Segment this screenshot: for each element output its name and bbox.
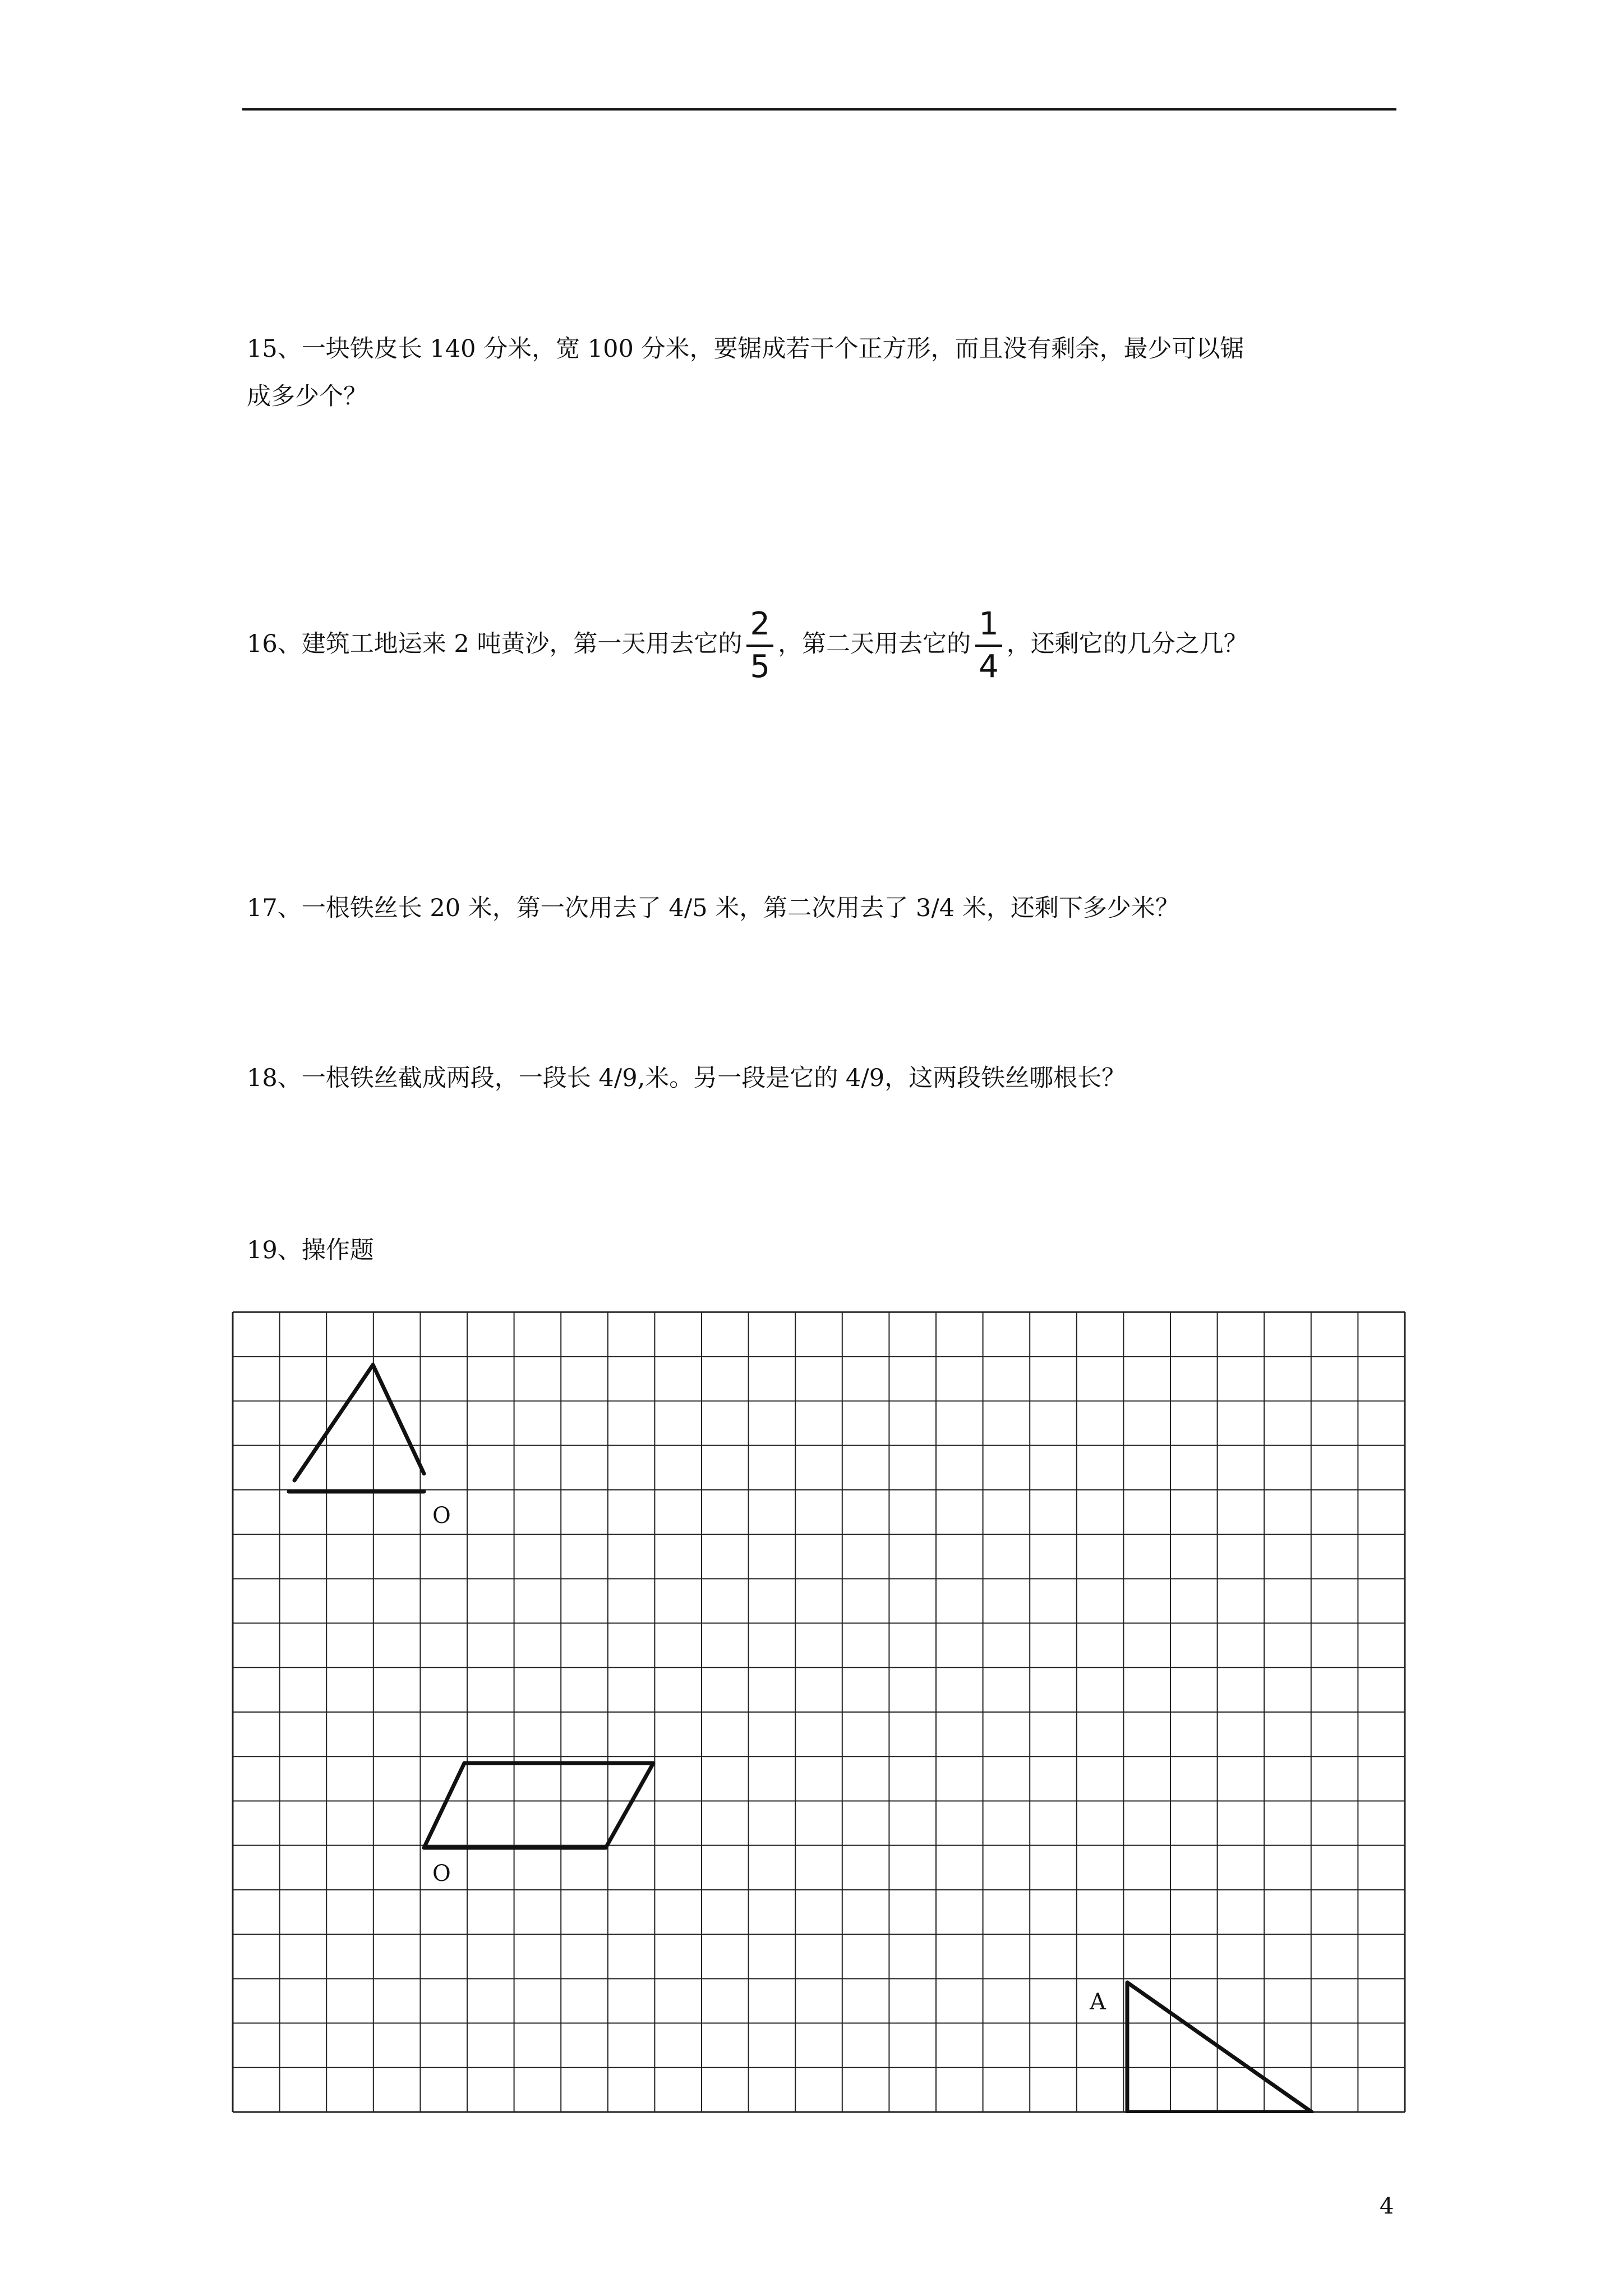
parallelogram-outline [424, 1763, 653, 1848]
grid-canvas [232, 1311, 1406, 2113]
fraction-one-quarter [975, 606, 1002, 685]
question-16 [247, 606, 1248, 685]
fraction-denominator: 5 [750, 648, 771, 685]
question-15-line1: 15、一块铁皮长 140 分米，宽 100 分米，要锯成若干个正方形，而且没有剩余，最少可以锯 [247, 335, 1244, 363]
fraction-numerator: 2 [750, 606, 771, 642]
triangle-shape [289, 1365, 424, 1492]
question-19-text: 19、操作题 [247, 1236, 374, 1264]
question-19 [247, 1227, 374, 1274]
question-15-line2: 成多少个？ [247, 383, 367, 411]
right-triangle-outline [1127, 1982, 1312, 2112]
question-17 [247, 885, 1179, 932]
question-18-text: 18、一根铁丝截成两段，一段长 4/9,米。另一段是它的 4/9，这两段铁丝哪根长？ [247, 1064, 1126, 1092]
question-16-text-b: ，第二天用去它的 [778, 630, 971, 658]
question-15 [247, 325, 1244, 421]
parallelogram-point-label: O [432, 1861, 451, 1887]
triangle-point-label: O [432, 1503, 451, 1529]
question-16-text-c: ，还剩它的几分之几？ [1006, 630, 1248, 658]
triangle-right-side [373, 1365, 424, 1474]
right-triangle-point-label: A [1090, 1989, 1106, 2015]
page-number: 4 [1380, 2193, 1394, 2219]
fraction-bar [746, 645, 773, 647]
grid-lines [233, 1312, 1405, 2112]
fraction-bar [975, 645, 1002, 647]
fraction-denominator: 4 [979, 648, 999, 685]
fraction-numerator: 1 [979, 606, 999, 642]
question-16-text-a: 16、建筑工地运来 2 吨黄沙，第一天用去它的 [247, 630, 743, 658]
question-17-text: 17、一根铁丝长 20 米，第一次用去了 4/5 米，第二次用去了 3/4 米，还剩下多少米？ [247, 894, 1179, 922]
header-rule [242, 108, 1396, 111]
triangle-left-side [294, 1365, 373, 1480]
fraction-two-fifths [746, 606, 773, 685]
right-triangle-shape [1127, 1982, 1312, 2112]
operation-grid [232, 1311, 1406, 2113]
parallelogram-shape [424, 1763, 653, 1848]
question-18 [247, 1055, 1126, 1102]
